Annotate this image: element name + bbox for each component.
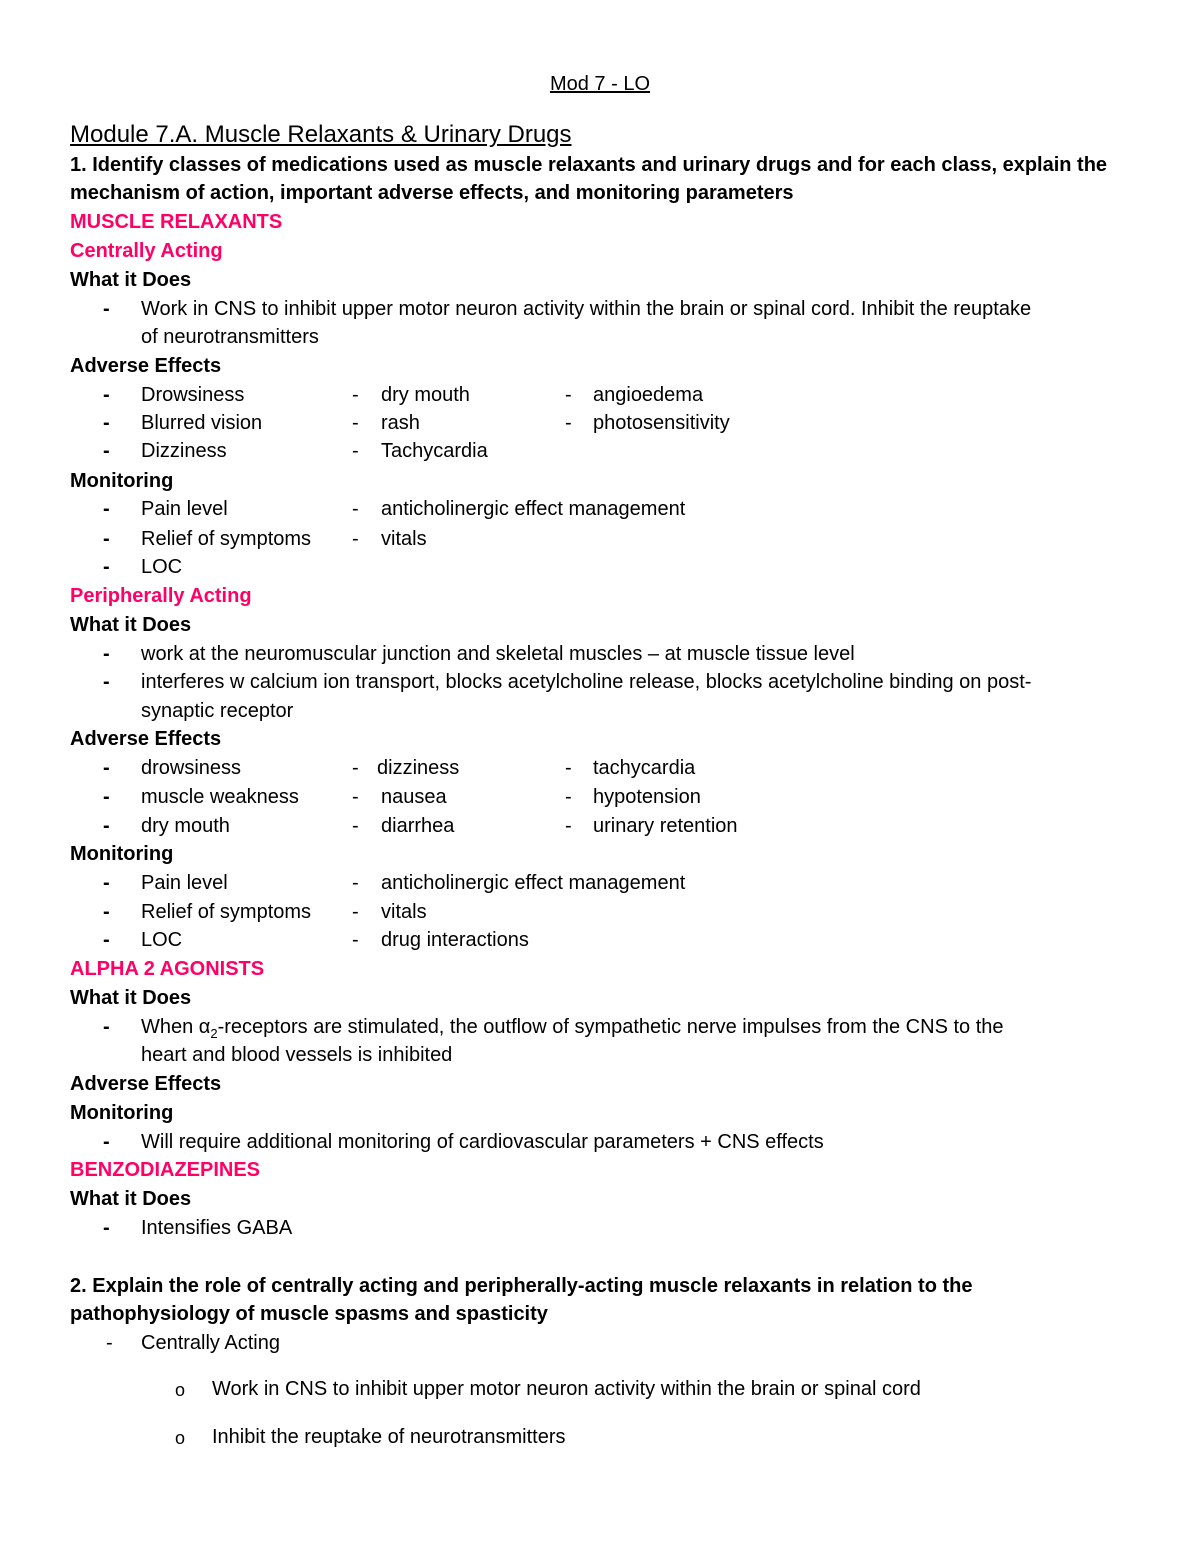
bullet-circle: o [175,1380,186,1400]
bullet-dash: - [103,872,110,894]
section-heading-muscle-relaxants: MUSCLE RELAXANTS [70,211,283,233]
bullet-dash: - [103,1217,110,1239]
subsection-heading-centrally-acting: Centrally Acting [70,240,223,262]
list-item: Pain level [141,498,228,520]
list-item: Will require additional monitoring of cardiovascular parameters + CNS effects [141,1131,824,1153]
bullet-dash: - [352,528,359,550]
adverse-effects-heading: Adverse Effects [70,355,222,377]
list-item: dry mouth [141,815,230,837]
bullet-dash: - [103,815,110,837]
adverse-effects-heading: Adverse Effects [70,1073,222,1095]
bullet-dash: - [565,757,572,779]
list-item-continuation: synaptic receptor [141,700,294,722]
list-item: drowsiness [141,757,242,779]
bullet-dash: - [103,440,110,462]
adverse-effects-heading: Adverse Effects [70,728,222,750]
alpha-text: When α [141,1016,211,1038]
bullet-dash: - [565,384,572,406]
what-it-does-heading: What it Does [70,987,192,1009]
monitoring-heading: Monitoring [70,470,174,492]
what-it-does-heading: What it Does [70,1188,192,1210]
list-item: LOC [141,929,183,951]
list-item: Tachycardia [381,440,488,462]
section-heading-benzodiazepines: BENZODIAZEPINES [70,1159,261,1181]
list-item: photosensitivity [593,412,730,434]
list-item: dry mouth [381,384,470,406]
bullet-dash: - [352,786,359,808]
bullet-dash: - [352,412,359,434]
list-item: hypotension [593,786,701,808]
list-item: Intensifies GABA [141,1217,293,1239]
list-item-continuation: of neurotransmitters [141,326,319,348]
list-item: drug interactions [381,929,529,951]
list-item: nausea [381,786,447,808]
bullet-dash: - [103,298,110,320]
list-item: Work in CNS to inhibit upper motor neuron activity within the brain or spinal cord. Inhibit the reuptake [141,298,1032,320]
question-2-line-1: 2. Explain the role of centrally acting and peripherally-acting muscle relaxants in relation to the [70,1275,973,1297]
question-2-line-2: pathophysiology of muscle spasms and spasticity [70,1303,548,1325]
list-item: anticholinergic effect management [381,498,686,520]
list-item: dizziness [377,757,460,779]
bullet-dash: - [103,929,110,951]
bullet-dash: - [352,929,359,951]
section-heading-alpha-2-agonists: ALPHA 2 AGONISTS [70,958,265,980]
subscript-2: 2 [210,1026,218,1041]
monitoring-heading: Monitoring [70,843,174,865]
list-item: diarrhea [381,815,455,837]
receptor-text: -receptors are stimulated, the outflow of sympathetic nerve impulses from the CNS to the [217,1016,1004,1038]
list-item: rash [381,412,420,434]
bullet-dash: - [103,528,110,550]
bullet-dash: - [565,412,572,434]
bullet-dash: - [103,901,110,923]
bullet-dash: - [352,757,359,779]
bullet-dash: - [103,498,110,520]
list-item: Relief of symptoms [141,528,312,550]
bullet-dash: - [352,901,359,923]
list-item-continuation: heart and blood vessels is inhibited [141,1044,453,1066]
bullet-dash: - [106,1332,113,1354]
bullet-dash: - [352,815,359,837]
list-item: Centrally Acting [141,1332,280,1354]
question-1-line-2: mechanism of action, important adverse effects, and monitoring parameters [70,182,794,204]
bullet-dash: - [103,556,110,578]
bullet-dash: - [103,643,110,665]
list-item: work at the neuromuscular junction and skeletal muscles – at muscle tissue level [141,643,855,665]
list-item: interferes w calcium ion transport, blocks acetylcholine release, blocks acetylcholine binding on post- [141,671,1032,693]
bullet-dash: - [103,786,110,808]
sub-list-item: Work in CNS to inhibit upper motor neuron activity within the brain or spinal cord [212,1378,921,1400]
list-item: Drowsiness [141,384,245,406]
list-item: Pain level [141,872,228,894]
sub-list-item: Inhibit the reuptake of neurotransmitters [212,1426,566,1448]
bullet-circle: o [175,1428,186,1448]
list-item: vitals [381,528,427,550]
list-item: tachycardia [593,757,696,779]
list-item: urinary retention [593,815,738,837]
bullet-dash: - [103,1131,110,1153]
what-it-does-heading: What it Does [70,269,192,291]
bullet-dash: - [352,384,359,406]
list-item: vitals [381,901,427,923]
what-it-does-heading: What it Does [70,614,192,636]
bullet-dash: - [565,786,572,808]
bullet-dash: - [565,815,572,837]
list-item: angioedema [593,384,704,406]
question-1-line-1: 1. Identify classes of medications used as muscle relaxants and urinary drugs and for each class, explain the [70,154,1108,176]
list-item: LOC [141,556,183,578]
list-item: muscle weakness [141,786,299,808]
module-heading: Module 7.A. Muscle Relaxants & Urinary Drugs [70,121,572,148]
subsection-heading-peripherally-acting: Peripherally Acting [70,585,252,607]
bullet-dash: - [103,384,110,406]
bullet-dash: - [103,671,110,693]
bullet-dash: - [352,872,359,894]
list-item: Relief of symptoms [141,901,312,923]
list-item: Dizziness [141,440,227,462]
bullet-dash: - [352,498,359,520]
list-item: Blurred vision [141,412,263,434]
bullet-dash: - [103,412,110,434]
bullet-dash: - [352,440,359,462]
bullet-dash: - [103,757,110,779]
monitoring-heading: Monitoring [70,1102,174,1124]
bullet-dash: - [103,1016,110,1038]
document-title: Mod 7 - LO [549,73,651,95]
list-item [141,1015,1004,1046]
list-item: anticholinergic effect management [381,872,686,894]
